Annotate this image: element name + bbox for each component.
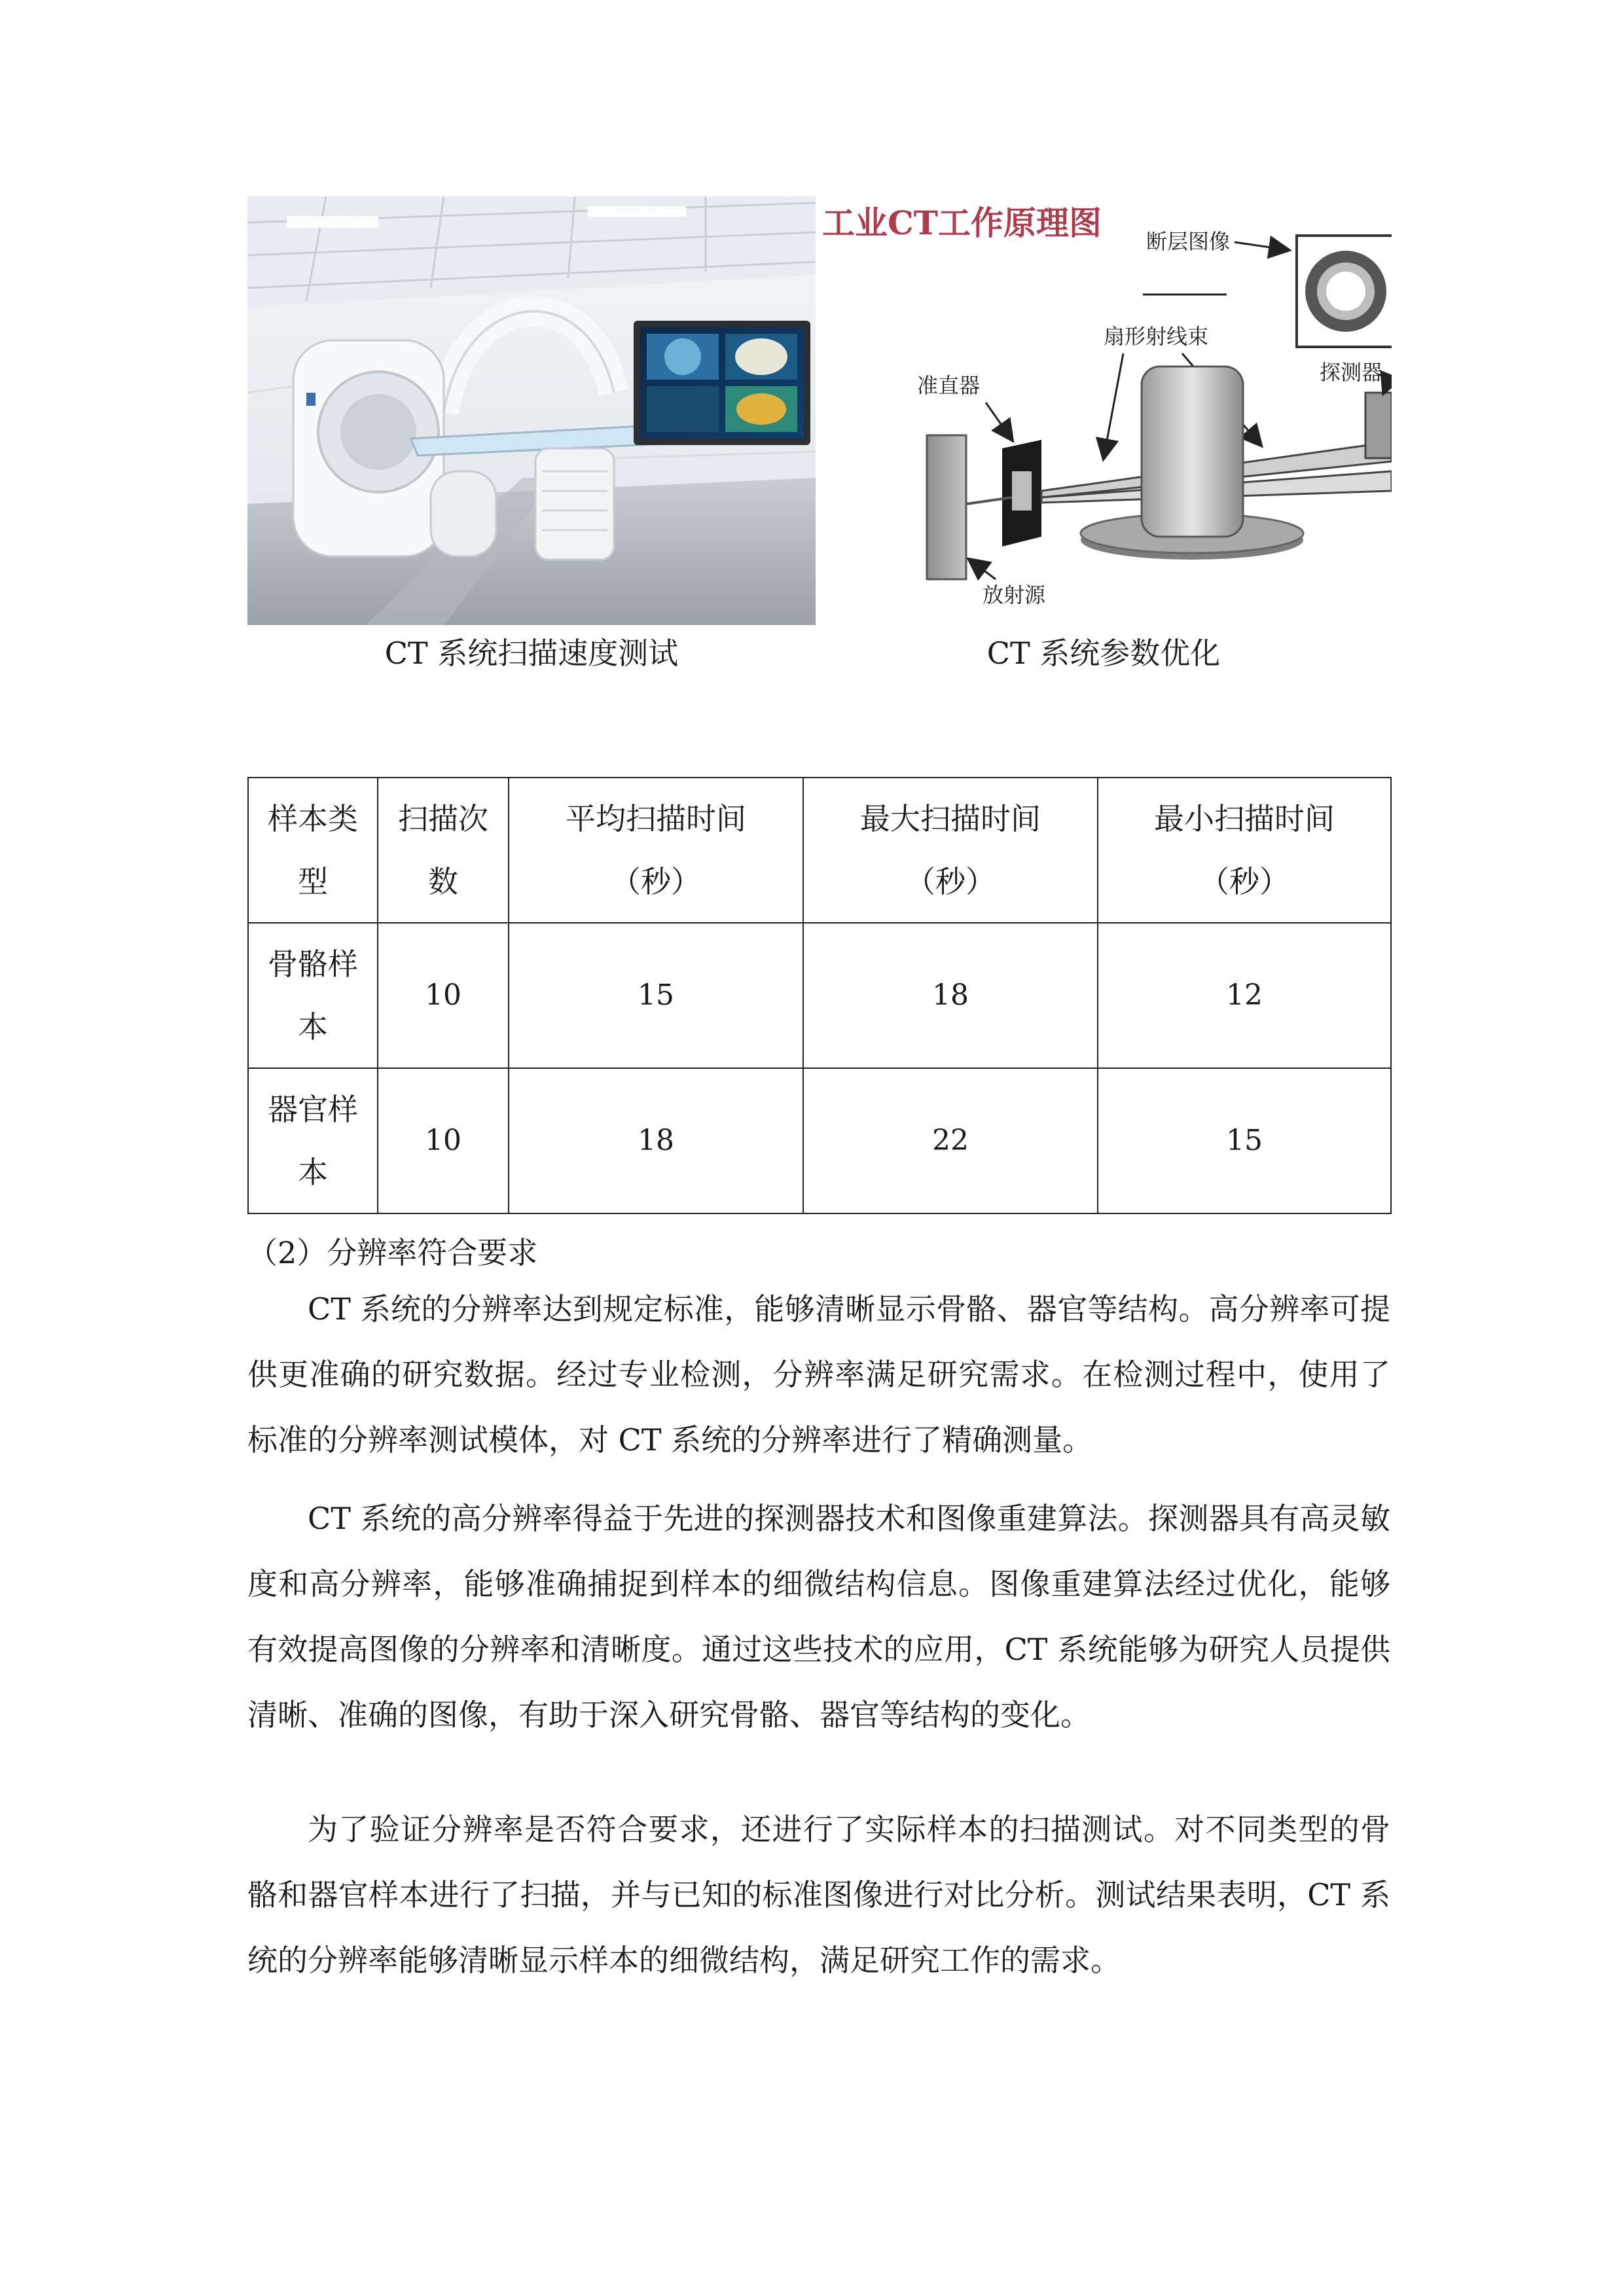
- figure-caption-left: CT 系统扫描速度测试: [384, 636, 679, 671]
- header-min-time: 最小扫描时间 （秒）: [1098, 778, 1391, 923]
- header-sample-type: 样本类 型: [248, 778, 378, 923]
- table-row: [248, 1068, 1391, 1213]
- diagram-title: 工业CT工作原理图: [822, 204, 1102, 242]
- ct-principle-diagram: [816, 196, 1392, 625]
- table-header-row: [248, 778, 1391, 923]
- scan-time-table: [247, 777, 1392, 1214]
- label-tomography: 断层图像: [1146, 229, 1231, 254]
- ct-scanner-photo: [247, 196, 816, 625]
- ct-scanner-illustration: [247, 196, 816, 625]
- cell-scan-count: 10: [378, 923, 509, 1068]
- header-avg-time: 平均扫描时间 （秒）: [509, 778, 803, 923]
- source-plate: [927, 435, 966, 579]
- cell-max-time: 18: [803, 923, 1098, 1068]
- cell-min-time: 12: [1098, 923, 1391, 1068]
- body-paragraph: CT 系统的分辨率达到规定标准，能够清晰显示骨骼、器官等结构。高分辨率可提供更准确的研究数据。经过专业检测，分辨率满足研究需求。在检测过程中，使用了标准的分辨率测试模体，对 CT 系统的分辨率进行了精确测量。: [247, 1291, 1390, 1458]
- cell-avg-time: 18: [509, 1068, 803, 1213]
- section-heading: （2）分辨率符合要求: [247, 1235, 538, 1270]
- label-detector: 探测器: [1320, 360, 1383, 385]
- ct-principle-svg: [816, 196, 1392, 625]
- detector-block: [1365, 393, 1392, 458]
- header-scan-count: 扫描次 数: [378, 778, 509, 923]
- figure-caption-right: CT 系统参数优化: [986, 636, 1221, 671]
- cell-sample-type: 骨骼样 本: [248, 923, 378, 1068]
- label-source: 放射源: [983, 583, 1046, 607]
- cell-min-time: 15: [1098, 1068, 1391, 1213]
- table-row: [248, 923, 1391, 1068]
- cell-sample-type: 器官样 本: [248, 1068, 378, 1213]
- body-paragraph: CT 系统的高分辨率得益于先进的探测器技术和图像重建算法。探测器具有高灵敏度和高分辨率，能够准确捕捉到样本的细微结构信息。图像重建算法经过优化，能够有效提高图像的分辨率和清晰度。通过这些技术的应用，CT 系统能够为研究人员提供清晰、准确的图像，有助于深入研究骨骼、器官等结构的变化。: [247, 1501, 1390, 1732]
- body-paragraph: 为了验证分辨率是否符合要求，还进行了实际样本的扫描测试。对不同类型的骨骼和器官样本进行了扫描，并与已知的标准图像进行对比分析。测试结果表明，CT 系统的分辨率能够清晰显示样本的细微结构，满足研究工作的需求。: [247, 1812, 1390, 1978]
- scan-object-cylinder: [1142, 367, 1243, 537]
- label-collimator: 准直器: [917, 373, 981, 398]
- label-fan-beam: 扇形射线束: [1104, 324, 1209, 349]
- cell-avg-time: 15: [509, 923, 803, 1068]
- cell-scan-count: 10: [378, 1068, 509, 1213]
- cell-max-time: 22: [803, 1068, 1098, 1213]
- header-max-time: 最大扫描时间 （秒）: [803, 778, 1098, 923]
